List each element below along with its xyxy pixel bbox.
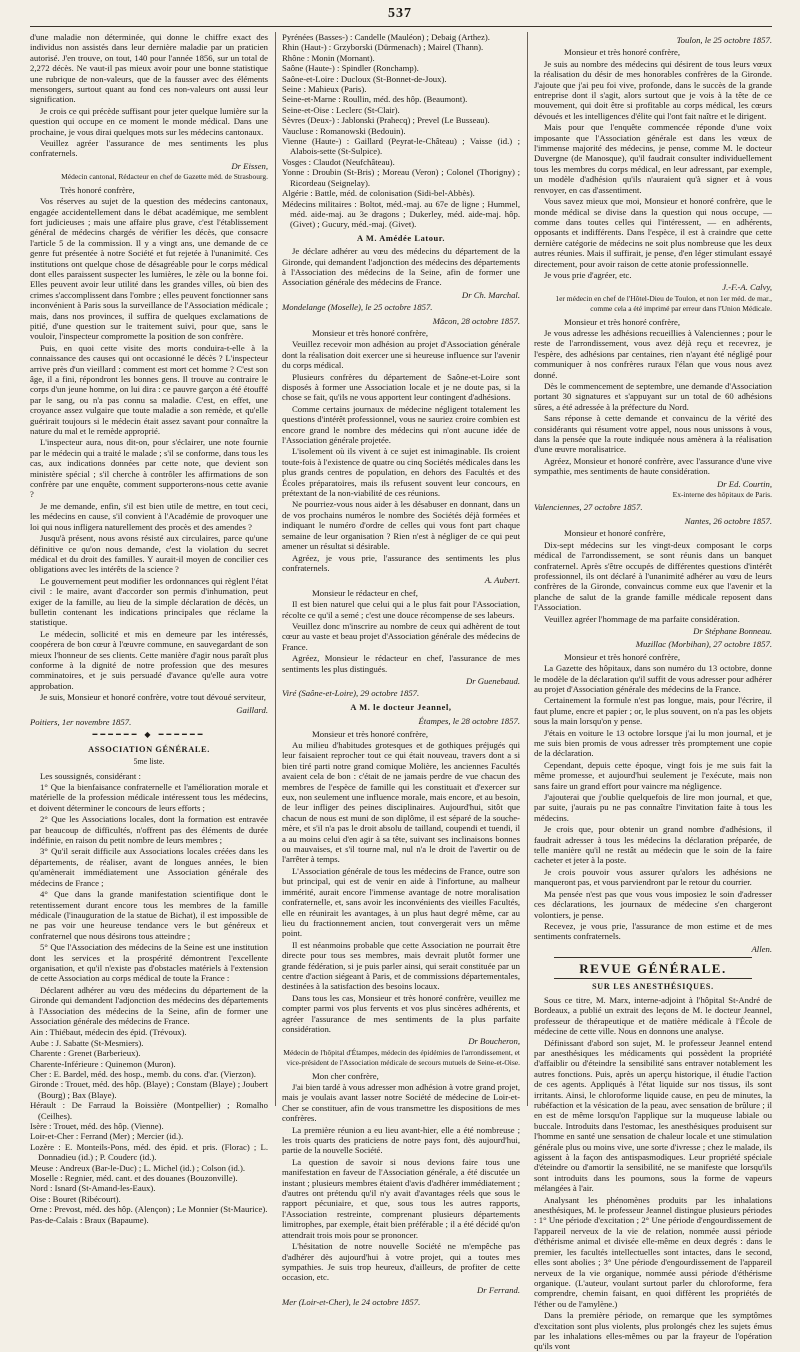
list-item: Isère : Trouet, méd. des hôp. (Vienne).: [30, 1121, 164, 1132]
list-item: Algérie : Battle, méd. de colonisation (Sidi-bel-Abbès).: [282, 188, 475, 199]
paragraph: Plusieurs confrères du département de Saône-et-Loire sont disposés à former une Association locale et je ne doute pas, si la chose se fait, qu'ils ne vous apportent leur contingent d'adhésions.: [282, 371, 520, 403]
list-item: Sèvres (Deux-) : Jablonski (Prahecq) ; Prevel (Le Busseau).: [282, 115, 490, 126]
salutation: Monsieur et très honoré confrère,: [564, 651, 681, 662]
dateline: Muzillac (Morbihan), 27 octobre 1857.: [635, 639, 772, 650]
list-item: Nord : Isnard (St-Amand-les-Eaux).: [30, 1183, 156, 1194]
paragraph: Veuillez agréer l'assurance de mes sentiments les plus confraternels.: [30, 138, 268, 159]
dateline: Valenciennes, 27 octobre 1857.: [534, 502, 643, 513]
dateline: Mondelange (Moselle), le 25 octobre 1857.: [282, 302, 433, 313]
letter-body: [282, 1082, 520, 1283]
salutation: Monsieur et très honoré confrère,: [564, 47, 681, 58]
paragraph: Comme certains journaux de médecine négligent totalement les questions d'intérêt professionnel, vous ne sauriez croire combien est encore grand le nombre des médecins qui n'ont aucune idée de l'Association générale projetée.: [282, 403, 520, 446]
list-item: Aube : J. Sabatte (St-Mesmiers).: [30, 1037, 144, 1048]
list-item: Pas-de-Calais : Braux (Bapaume).: [30, 1214, 149, 1225]
list-item: Moselle : Regnier, méd. cant. et des douanes (Bouzonville).: [30, 1173, 238, 1184]
paragraph: Il est néanmoins probable que cette Association ne pourrait être directe pour tous ses membres, mais devrait plutôt former une grande fédération, si je puis parler ainsi, qui serait constituée par un centre d'action siégeant à Paris, et de commissions départementales, destinées à la satisfaction des besoins locaux.: [282, 939, 520, 992]
paragraph: Je suis au nombre des médecins qui désirent de tous leurs vœux la réalisation du désir de mes honorables confrères de la Gironde. J'ajoute que j'ai peu foi vive, profonde, dans le succès de la grande entreprise dont il s'agit, alors surtout que je vois à la tête de ce mouvement, qui doit être si profitable au corps médical, les cœurs dévoués et les intelligences d'élite qui l'ont fait naître et le dirigent.: [534, 58, 772, 121]
signature: A. Aubert.: [484, 575, 520, 586]
paragraph: Vous savez mieux que moi, Monsieur et honoré confrère, que le monde médical se divise dans la question qui nous occupe, — comme dans toutes celles qui l'intéressent, — en adhérents, opposants et indifférents. Dans l'espèce, il est à craindre que cette dernière catégorie de médecins ne soit plus nombreuse que les deux autres réunies. Mais il suffirait, je pense, d'en léger stimulant essayé directement, pour avoir raison de cette atonie professionnelle.: [534, 196, 772, 269]
list-item: Charente-Inférieure : Quinemon (Muron).: [30, 1058, 176, 1069]
letter-body: [534, 328, 772, 477]
salutation: Très honoré confrère,: [60, 184, 135, 195]
ornament-separator: ━━━━━━ ◆ ━━━━━━: [92, 730, 206, 740]
paragraph: d'une maladie non déterminée, qui donne le chiffre exact des individus non assistés dans leur dernière maladie par un praticien autorisé. J'en trouve, on tout, 140 pour l'année 1856, sur un total de 2,272 décès. Ne vaut-il pas mieux avoir pour une bonne statistique une rubrique de non-valeurs, que de la fausser avec des éléments mensongers, surtout quant au fond ces non-valeurs ont aussi leur signification.: [30, 32, 268, 105]
salutation: Monsieur et très honoré confrère,: [564, 316, 681, 327]
paragraph: Ma pensée n'est pas que vous vous imposiez le soin d'adresser ces déclarations, les journaux de médecine s'en chargeront volontiers, je pense.: [534, 888, 772, 920]
signature-title: 1er médecin en chef de l'Hôtel-Dieu de Toulon, et non 1er méd. de mar., comme cela a été imprimé par erreur dans l'Union Médicale.: [555, 293, 772, 314]
paragraph: Certainement la formule n'est pas longue, mais, pour l'écrire, il faut plume, encre et papier ; or, le plus souvent, on n'a pas les objets sous la main lorsqu'on y pense.: [534, 695, 772, 727]
paragraph: Jusqu'à présent, nous avons résisté aux circulaires, parce qu'une définitive ce qu'on nous demande, c'est la violation du secret médical et du droit des familles. Y aurait-il moyen de concilier ces obligations avec les intérêts de la science ?: [30, 533, 268, 575]
paragraph: J'étais en voiture le 13 octobre lorsque j'ai lu mon journal, et je me suis bien promis de vous adresser très promptement une copie de la déclaration.: [534, 727, 772, 759]
signature-title: Ex-interne des hôpitaux de Paris.: [672, 490, 772, 500]
list-item: Vosges : Claudot (Neufchâteau).: [282, 156, 395, 167]
paragraph: Recevez, je vous prie, l'assurance de mon estime et de mes sentiments confraternels.: [534, 920, 772, 942]
signature: Allen.: [751, 943, 772, 954]
dateline: Étampes, le 28 octobre 1857.: [418, 716, 520, 727]
consideration-item: 1° Que la bienfaisance confraternelle et l'amélioration morale et matérielle de la profession médicale intéressent tous les médecins, et doivent déterminer le concours de leurs efforts ;: [30, 782, 268, 813]
signature: Gaillard.: [236, 704, 268, 715]
list-item: Cher : E. Bardel, méd. des hosp., memb. du cons. d'ar. (Vierzon).: [30, 1069, 256, 1079]
letter-body: [534, 59, 772, 281]
list-item: Seine-et-Marne : Roullin, méd. des hôp. (Beaumont).: [282, 94, 468, 105]
paragraph: L'hésitation de notre nouvelle Société ne m'empêche pas d'adhérer dès aujourd'hui à votre projet, qui a toutes mes sympathies. Je suis trop heureux, d'ailleurs, de profiter de cette occasion, etc.: [282, 1241, 520, 1283]
paragraph: Dès le commencement de septembre, une demande d'Association portant 30 signatures et s'appuyant sur un total de 60 adhésions sûres, a été adressée à la préfecture du Nord.: [534, 381, 772, 412]
considerations-list: [30, 782, 268, 984]
paragraph: Vos réserves au sujet de la question des médecins cantonaux, engagée accidentellement dans le débat académique, me semblent fort judicieuses ; mais une affaire plus grave, c'est l'établissement général de médecins chargés de vérifier les décès, que consacre l'article 5 de la commission. Il y a vingt ans, une demande de ce genre fut présentée à notre Société et fut rejetée à l'unanimité. Ces institutions ont quelque chose de désagréable pour le corps médical dont elles paraissent suspecter les lumières, le zèle ou la bonne foi. Elles peuvent avoir leur utilité dans les grandes villes, où bien des crimes s'accomplissent dans l'ombre ; elles peuvent fonctionner sans inconvénient à Paris sous la surveillance de l'Association médicale ; mais, dans nos provinces, il suffira de quelques exclamations de pitié, d'une question sur le traitement suivi, pour que, sans le vouloir, l'inspecteur compromette la position de son confrère.: [30, 196, 268, 342]
paragraph: Je vous prie d'agréer, etc.: [544, 269, 632, 280]
list-item: Rhône : Monin (Mornant).: [282, 52, 375, 63]
list-item: Gironde : Trouet, méd. des hôp. (Blaye) ; Constam (Blaye) ; Joubert (Bourg) ; Bax (Blaye).: [30, 1079, 268, 1100]
list-item: Saône-et-Loire : Ducloux (St-Bonnet-de-Joux).: [282, 73, 447, 84]
column-divider: [275, 32, 276, 1106]
paragraph: Cependant, depuis cette époque, vingt fois je me suis fait la même promesse, et aujourd'hui seulement je l'exécute, mais non sans faire un grand effort pour vaincre ma négligence.: [534, 759, 772, 791]
list-item: Vienne (Haute-) : Gaillard (Peyrat-le-Château) ; Vaisse (id.) ; Alabois-sette (St-Sulpice).: [282, 136, 520, 157]
paragraph: Définissant d'abord son sujet, M. le professeur Jeannel entend par anesthésiques les médicaments qui possèdent la propriété d'affaiblir ou d'éteindre la sensibilité sans entraver notablement les autres fonctions. Puis, après un aperçu historique, il étudie l'action de ces agents. Appliqués à l'état liquide sur nos tissus, ils sont irritants. Ainsi, le chloroforme liquide cause, en peu de minutes, la rubéfaction et la vésication de la peau, avec sensation de brûlure ; il en est de même lorsqu'on l'applique sur la muqueuse labiale ou buccale. Introduits dans l'estomac, les anesthésiques produisent sur l'homme en santé une sensation de chaleur locale et une stimulation générale plus ou moins vive, une sorte d'ivresse ; chez le malade, ils agissent à la façon des antispasmodiques. Leur propriété spéciale d'éteindre ou d'amortir la sensibilité, ne se manifeste que lorsqu'ils sont introduits dans les poumons, sous la forme de vapeurs mélangées à l'air.: [534, 1037, 772, 1194]
paragraph: Dans tous les cas, Monsieur et très honoré confrère, veuillez me compter parmi vos plus fervents et vos plus sincères adhérents, et agréer l'assurance de mes sentiments de la plus parfaite considération.: [282, 992, 520, 1034]
list-item: Hérault : De Farraud la Boissière (Montpellier) ; Romalho (Ceilhes).: [30, 1100, 268, 1121]
revue-subtitle: SUR LES ANESTHÉSIQUES.: [592, 981, 714, 991]
paragraph: Analysant les phénomènes produits par les inhalations anesthésiques, M. le professeur Jeannel distingue plusieurs périodes : 1° Une période d'excitation ; 2° Une période d'engourdissement de l'appareil nerveux de la vie de relation, nommée aussi période d'éthérisme animal et divisée elle-même en deux degrés : dans le premier, les facultés intellectuelles sont intactes, dans le second, elles sont abolies ; 3° Une période d'engourdissement de l'appareil nerveux de la vie organique, nommée aussi période d'éthérisme organique. (L'auteur, voulant surtout parler du chloroforme, fera comprendre, chemin faisant, en quoi diffèrent les propriétés de l'éther ou de l'amylène.): [534, 1194, 772, 1309]
letter-body: [534, 540, 772, 624]
letter-body: [282, 599, 520, 674]
paragraph: Les soussignés, considérant :: [40, 770, 141, 781]
dateline: Mer (Loir-et-Cher), le 24 octobre 1857.: [282, 1297, 421, 1308]
paragraph: Je vous adresse les adhésions recueillies à Valenciennes ; pour le reste de l'arrondissement, vous avez déjà reçu et recevrez, je l'espère, des adhésions par centaines, rien n'ayant été négligé pour communiquer à nos confrères ruraux l'élan que vous nous avez donné.: [534, 327, 772, 380]
paragraph: L'Association générale de tous les médecins de France, outre son but principal, qui est de venir en aide à l'infortune, au malheur immérité, aurait encore l'immense avantage de notre moralisation confraternelle, et, sans avoir les inconvénients des vieilles Facultés, elle en réunirait les avantages, à un plus haut degré même, car au lieu du fractionnement ancien, tout convergerait vers un même point.: [282, 865, 520, 939]
signature: Dr Guenebaud.: [465, 675, 520, 686]
column-divider: [527, 32, 528, 1106]
paragraph: Je crois que, pour obtenir un grand nombre d'adhésions, il faudrait adresser à tous les médecins la déclaration préparée, de telle manière qu'il ne restât au médecin que le soin de la faire cacheter et jeter à la poste.: [534, 824, 772, 866]
paragraph: Dans la première période, on remarque que les symptômes d'excitation sont plus violents, plus prolongés chez les sujets émus par les inhalations elles-mêmes ou par la frayeur de l'opération qu'ils vont: [534, 1310, 772, 1352]
paragraph: Dix-sept médecins sur les vingt-deux composant le corps médical de l'arrondissement, se sont réunis dans un banquet confraternel. Après s'être occupés de différentes questions d'intérêt professionnel, ils ont déclaré à l'unanimité adhérer au vœu de leurs confrères de la Gironde, convaincus comme eux que l'avenir et la planche de salut de la grande famille médicale reposent dans l'Association.: [534, 539, 772, 613]
signature: Dr Ed. Courtin,: [716, 478, 772, 489]
paragraph: Je crois pouvoir vous assurer qu'alors les adhésions ne manqueront pas, et vous parviendront par le retour du courrier.: [534, 866, 772, 888]
signature: Dr Ch. Marchal.: [461, 289, 520, 300]
paragraph: Je suis, Monsieur et honoré confrère, votre tout dévoué serviteur,: [40, 692, 266, 703]
dateline: Mâcon, 28 octobre 1857.: [432, 315, 520, 326]
signatories-list: [30, 1027, 268, 1225]
paragraph: La Gazette des hôpitaux, dans son numéro du 13 octobre, donne le modèle de la déclaration qu'il suffit de vous adresser pour adhérer au projet d'Association générale des médecins de la France.: [534, 663, 772, 694]
signature: J.-F.-A. Calvy,: [722, 282, 772, 293]
dateline: Toulon, le 25 octobre 1857.: [676, 35, 772, 45]
paragraph: Le gouvernement peut modifier les ordonnances qui règlent l'état civil : le maire, avant d'accorder son permis d'inhumation, peut exiger de la famille, au lieu de la simple déclaration de décès, un bulletin contenant les indications principales que réclame la statistique.: [30, 575, 268, 628]
signature: Dr Stéphane Bonneau.: [693, 625, 772, 636]
salutation: Monsieur le rédacteur en chef,: [312, 587, 418, 598]
letter-body: [282, 740, 520, 1034]
list-item: Seine-et-Oise : Leclerc (St-Clair).: [282, 104, 400, 115]
paragraph: Puis, en quoi cette visite des morts conduira-t-elle à la connaissance des causes qui ont occasionné le décès ? L'inspecteur arrive près d'un vieillard : comment est mort cet homme ? C'est son âge, il a fini, répondront les bonnes gens. Il trouve au contraire le corps d'un jeune homme, on lui dira : ce pauvre garçon a été étouffé par le sang, ou n'a pas connu sa maladie. C'est, en effet, une croyance assez vulgaire que toute maladie a son remède, et qu'elle guérirait toujours si le médecin était assez savant pour connaître la nature du mal et le remède approprié.: [30, 342, 268, 437]
dateline: Viré (Saône-et-Loire), 29 octobre 1857.: [282, 688, 420, 699]
paragraph: Sous ce titre, M. Marx, interne-adjoint à l'hôpital St-André de Bordeaux, a publié un extrait des leçons de M. le docteur Jeannel, professeur de thérapeutique et de matière médicale à l'École de médecine de cette ville. Nous en donnons une analyse.: [534, 994, 772, 1037]
paragraph: Il est bien naturel que celui qui a le plus fait pour l'Association, récolte ce qu'il a semé ; c'est une douce récompense de ses labeurs.: [282, 599, 520, 620]
letter-address: A M. Amédée Latour.: [356, 233, 446, 243]
paragraph: Au milieu d'habitudes grotesques et de gothiques préjugés qui leur faisaient reprocher tout ce qui était nouveau, travers dont a si bien tiré parti notre grand comique Molière, les anciennes Facultés avaient cela de bon : c'était de ne jamais perdre de vue chacun des membres de l'espèce de famille qui les constituait et d'exercer sur eux, non seulement une influence morale, mais encore, et au besoin, de leur infliger des peines disciplinaires. Aujourd'hui, sitôt que chacun de nous est muni de son diplôme, il est séparé de la souche-mère, et s'il n'a pas le droit absolu de tailland, coupendi et tuendi, il a au moins celui d'en agir à sa tête, suivant ses inclinaisons bonnes ou mauvaises, et s'il tourne mal, nul n'a le droit de l'avertir ou de l'arrêter à temps.: [282, 740, 520, 865]
list-item: Vaucluse : Romanowski (Bedouin).: [282, 125, 406, 136]
signature: Dr Ferrand.: [477, 1284, 520, 1295]
column-1: [30, 32, 268, 1225]
list-item: Orne : Prevost, méd. des hôp. (Alençon) ; Le Monnier (St-Maurice).: [30, 1204, 268, 1215]
list-item: Lozère : E. Monteils-Pons, méd. des épid. et pris. (Florac) ; L. Donnadieu (id.) ; P. Couderc (id.).: [30, 1141, 268, 1163]
section-rule: [554, 957, 752, 958]
list-item: Charente : Grenet (Barberieux).: [30, 1048, 141, 1059]
signatories-list: [282, 32, 520, 230]
header-rule: [30, 26, 772, 27]
paragraph: Je déclare adhérer au vœu des médecins du département de la Gironde, qui demandent l'adjonction des médecins des départements à l'Association des médecins de la Seine, afin de former une Association générale des médecins de France.: [282, 246, 520, 288]
list-item: Seine : Mahieux (Paris).: [282, 84, 367, 95]
list-item: Médecins militaires : Boltot, méd.-maj. au 67e de ligne ; Hummel, méd. aide-maj. au 3e dragons ; Dukerley, méd. aide-maj. hôp. (Givet) ; Gucury, méd.-maj. (Givet).: [282, 198, 520, 230]
consideration-item: 4° Que dans la grande manifestation scientifique dont le retentissement durant encore tous les membres de la famille médicale (l'inauguration de la statue de Bichat), il est impossible de ne pas voir une heureuse tendance vers le but généreux et confraternel que nous désirons tous atteindre ;: [30, 889, 268, 941]
paragraph: La question de savoir si nous devions faire tous une manifestation en faveur de l'Association générale, a été discutée un instant ; plusieurs membres étaient d'avis d'adhérer immédiatement ; d'autres ont prétendu qu'il n'y avait d'avantages réels que sous le rapport pécuniaire, et que, sous tous les autres rapports, l'Association restreinte, comprenant plusieurs départements limitrophes, par exemple, était bien préférable ; il a été décidé qu'on attendrait trois mois pour se prononcer.: [282, 1156, 520, 1240]
list-item: Pyrénées (Basses-) : Candelle (Mauléon) ; Debaig (Arthez).: [282, 32, 490, 42]
list-item: Loir-et-Cher : Ferrand (Mer) ; Mercier (id.).: [30, 1131, 184, 1142]
article-body: [534, 995, 772, 1352]
column-3: [534, 32, 772, 1352]
page-number: 537: [388, 6, 412, 21]
salutation: Monsieur et très honoré confrère,: [312, 327, 429, 338]
revue-title: REVUE GÉNÉRALE.: [579, 961, 727, 977]
letter-body: [30, 196, 268, 703]
paragraph: Le médecin, sollicité et mis en demeure par les intéressés, coopérera de bon cœur à l'œuvre commune, en sauvegardant de son mieux l'honneur de ses clients. Cette manière d'agir nous paraît plus conforme à la dignité de notre profession que des mesures comminatoires, et je suis persuadé d'avance qu'elle aura votre approbation.: [30, 628, 268, 691]
paragraph: Agréez, Monsieur et honoré confrère, avec l'assurance d'une vive sympathie, mes sentiments de haute considération.: [534, 455, 772, 477]
paragraph: Je crois ce qui précède suffisant pour jeter quelque lumière sur la question qui occupe en ce moment le monde médical. Dans une prochaine, je vous dirai quelques mots sur les médecins cantonaux.: [30, 105, 268, 137]
paragraph: L'inspecteur aura, nous dit-on, pour s'éclairer, une note fournie par le médecin qui a traité le malade ; s'il se conforme, dans tous les cas, aux indications données par cette note, que devient son ministère spécial ; s'il cherche à contrôler les affirmations de son confrère par une enquête, comment supporterons-nous cette avanie ?: [30, 437, 268, 500]
salutation: Monsieur et honoré confrère,: [564, 528, 666, 539]
paragraph: Mais pour que l'enquête commencée réponde d'une voix imposante que l'Association générale est dans les vœux de l'immense majorité des médecins, je pense, comme M. le docteur Duvergne (de Manosque), qu'il faudrait consulter individuellement tous les membres du corps médical, en leur adressant, par exemple, un modèle d'adhésion qu'ils n'auraient qu'à signer et à vous renvoyer, en cas d'assentiment.: [534, 122, 772, 195]
paragraph: Veuillez agréer l'hommage de ma parfaite considération.: [544, 613, 740, 624]
section-rule: [554, 978, 752, 979]
paragraph: Déclarent adhérer au vœu des médecins du département de la Gironde qui demandent l'adjonction des médecins des départements à l'Association des médecins de la Seine, afin de former une Association générale des médecins de France.: [30, 984, 268, 1026]
consideration-item: 3° Qu'il serait difficile aux Associations locales créées dans les départements, de réaliser, avant de longues années, le bien qu'amènerait immédiatement une Association générale des médecins de France ;: [30, 846, 268, 888]
signature-title: Médecin de l'hôpital d'Étampes, médecin des épidémies de l'arrondissement, et vice-président de l'Association médicale de secours mutuels de Seine-et-Oise.: [283, 1047, 520, 1068]
paragraph: Veuillez donc m'inscrire au nombre de ceux qui adhèrent de tout cœur au vaste et beau projet d'Association générale des médecins de France.: [282, 620, 520, 652]
letter-address: A M. le docteur Jeannel,: [350, 702, 452, 712]
paragraph: Je me demande, enfin, s'il est bien utile de mettre, en tout ceci, les médecins en cause, s'il convient à l'Académie de provoquer une loi qui nous infligera naturellement des procès et des amendes ?: [30, 500, 268, 532]
signature: Dr Boucheron,: [468, 1036, 520, 1047]
letter-body: [534, 663, 772, 942]
signature: Dr Eissen,: [231, 160, 268, 171]
paragraph: J'ai bien tardé à vous adresser mon adhésion à votre grand projet, mais je voulais avant lasser notre Société de médecine de Loir-et-Cher se constituer, afin de vous transmettre les dispositions de mes confrères.: [282, 1082, 520, 1124]
paragraph: L'isolement où ils vivent à ce sujet est inimaginable. Ils croient toute-fois à l'existence de quatre ou cinq Sociétés médicales dans les plus grands centres de population, en dehors des Facultés et des Écoles préparatoires, mais ils refusent souvent leur concours, en prétextant de la non-viabilité de ces réunions.: [282, 446, 520, 499]
salutation: Mon cher confrère,: [312, 1070, 379, 1081]
consideration-item: 5° Que l'Association des médecins de la Seine est une institution dont les services et la prospérité démontrent l'excellente organisation, et qu'il n'existe pas d'obstacles matériels à l'extension de cette Association au corps médical de toute la France :: [30, 942, 268, 984]
paragraph: J'ajouterai que j'oublie quelquefois de lire mon journal, et que, par suite, j'aurais pu ne pas connaître l'invitation faite à tous les médecins.: [534, 792, 772, 823]
list-item: Ain : Thiébaut, médecin des épid. (Trévoux).: [30, 1027, 187, 1038]
list-item: Yonne : Droubin (St-Bris) ; Moreau (Veron) ; Colonel (Thorigny) ; Ricordeau (Seignelay).: [282, 167, 520, 188]
dateline: Poitiers, 1er novembre 1857.: [30, 717, 132, 727]
section-subheading: 5me liste.: [133, 757, 165, 767]
column-2: [282, 32, 520, 1308]
section-heading: ASSOCIATION GÉNÉRALE.: [88, 744, 210, 754]
list-item: Saône (Haute-) : Spindler (Ronchamp).: [282, 63, 419, 74]
consideration-item: 2° Que les Associations locales, dont la formation est entravée par beaucoup de difficultés, n'offrent pas des éléments de durée indéfinie, en raison du petit nombre de leurs membres ;: [30, 814, 268, 846]
letter-body: [282, 339, 520, 573]
list-item: Oise : Bouret (Ribécourt).: [30, 1193, 121, 1204]
paragraph: Sans réponse à cette demande et convaincu de la vérité des considérants qui résument votre appel, nous nous unissons à vous, dans la pensée que la route indiquée nous amènera à la réalisation d'une œuvre moralisatrice.: [534, 413, 772, 455]
signature-title: Médecin cantonal, Rédacteur en chef de Gazette méd. de Strasbourg.: [61, 172, 268, 182]
paragraph: Veuillez recevoir mon adhésion au projet d'Association générale dont la réalisation doit exercer une si heureuse influence sur l'avenir du corps médical.: [282, 339, 520, 371]
paragraph: Agréez, je vous prie, l'assurance des sentiments les plus confraternels.: [282, 552, 520, 573]
list-item: Rhin (Haut-) : Grzyborski (Dürmenach) ; Mairel (Thann).: [282, 42, 484, 53]
dateline: Nantes, 26 octobre 1857.: [684, 515, 772, 526]
paragraph: Ne pourriez-vous nous aider à les désabuser en donnant, dans un de vos prochains numéros le nombre des Sociétés déjà formées et indiquant le numéro d'ordre de celles qui vous font part chaque semaine de leur organisation ? Rien n'est à négliger de ce qui peut amener un résultat si désirable.: [282, 499, 520, 552]
paragraph: Agréez, Monsieur le rédacteur en chef, l'assurance de mes sentiments les plus distingués.: [282, 653, 520, 674]
list-item: Meuse : Andreux (Bar-le-Duc) ; L. Michel (id.) ; Colson (id.).: [30, 1162, 246, 1173]
paragraph: La première réunion a eu lieu avant-hier, elle a été nombreuse ; les trois quarts des praticiens de notre pays font, dès aujourd'hui, partie de la nouvelle Société.: [282, 1124, 520, 1156]
salutation: Monsieur et très honoré confrère,: [312, 728, 429, 739]
